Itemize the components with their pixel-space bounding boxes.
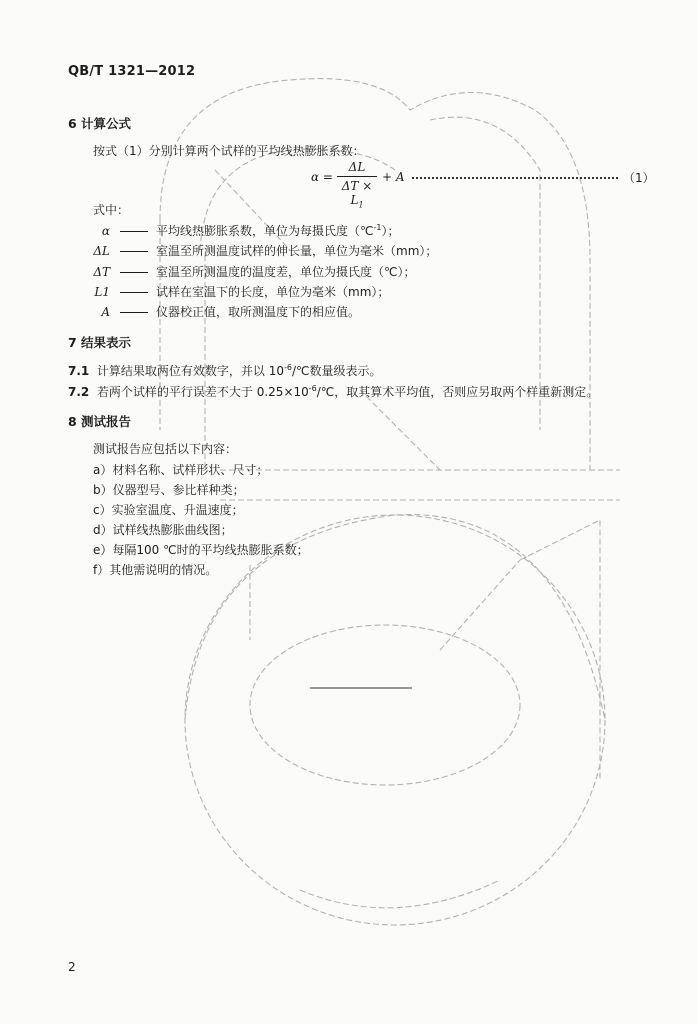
document-code: QB/T 1321—2012 — [68, 64, 196, 79]
list-item: c）实验室温度、升温速度； — [93, 503, 244, 517]
list-item: e）每隔100 ℃时的平均线热膨胀系数； — [93, 543, 309, 557]
section-6-intro: 按式（1）分别计算两个试样的平均线热膨胀系数： — [93, 144, 365, 158]
formula-numerator: ΔL — [348, 160, 366, 174]
list-item: f）其他需说明的情况。 — [93, 563, 218, 577]
definition-delta-t: ΔT 室温至所测温度的温度差，单位为摄氏度（℃）； — [93, 265, 416, 279]
clause-7-2: 7.2 若两个试样的平行误差不大于 $0.25\times 10^{-6}/℃$，取其算术平均值，否则应另取两个样重新测定。 — [68, 384, 599, 399]
definition-l1: L1 试样在室温下的长度，单位为毫米（mm）； — [94, 285, 390, 299]
formula-number: （1） — [623, 171, 655, 185]
formula-rhs: + A — [382, 170, 405, 184]
definition-a: A 仪器校正值，取所测温度下的相应值。 — [101, 305, 361, 319]
definition-alpha: α 平均线热膨胀系数，单位为每摄氏度（℃$^{-1}$）； — [101, 223, 400, 238]
definition-delta-l: ΔL 室温至所测温度试样的伸长量，单位为毫米（mm）； — [93, 244, 438, 258]
list-item: b）仪器型号、参比样种类； — [93, 483, 245, 497]
clause-7-1: 7.1 计算结果取两位有效数字，并以 $10^{-6}/℃$数量级表示。 — [68, 363, 382, 378]
where-label: 式中： — [93, 203, 130, 217]
formula-fraction — [337, 160, 377, 209]
section-8-intro: 测试报告应包括以下内容： — [93, 442, 238, 456]
list-item: a）材料名称、试样形状、尺寸； — [93, 463, 269, 477]
section-7-title: 7 结果表示 — [68, 335, 132, 350]
section-8-title: 8 测试报告 — [68, 414, 132, 429]
page-number: 2 — [68, 960, 76, 974]
fraction-bar — [337, 176, 377, 177]
section-6-title: 6 计算公式 — [68, 116, 132, 131]
formula-denominator: $\Delta T \times L_1$ — [341, 179, 373, 210]
list-item: d）试样线热膨胀曲线图； — [93, 523, 233, 537]
dot-leader — [412, 177, 618, 179]
formula-lhs: α = — [311, 170, 333, 184]
